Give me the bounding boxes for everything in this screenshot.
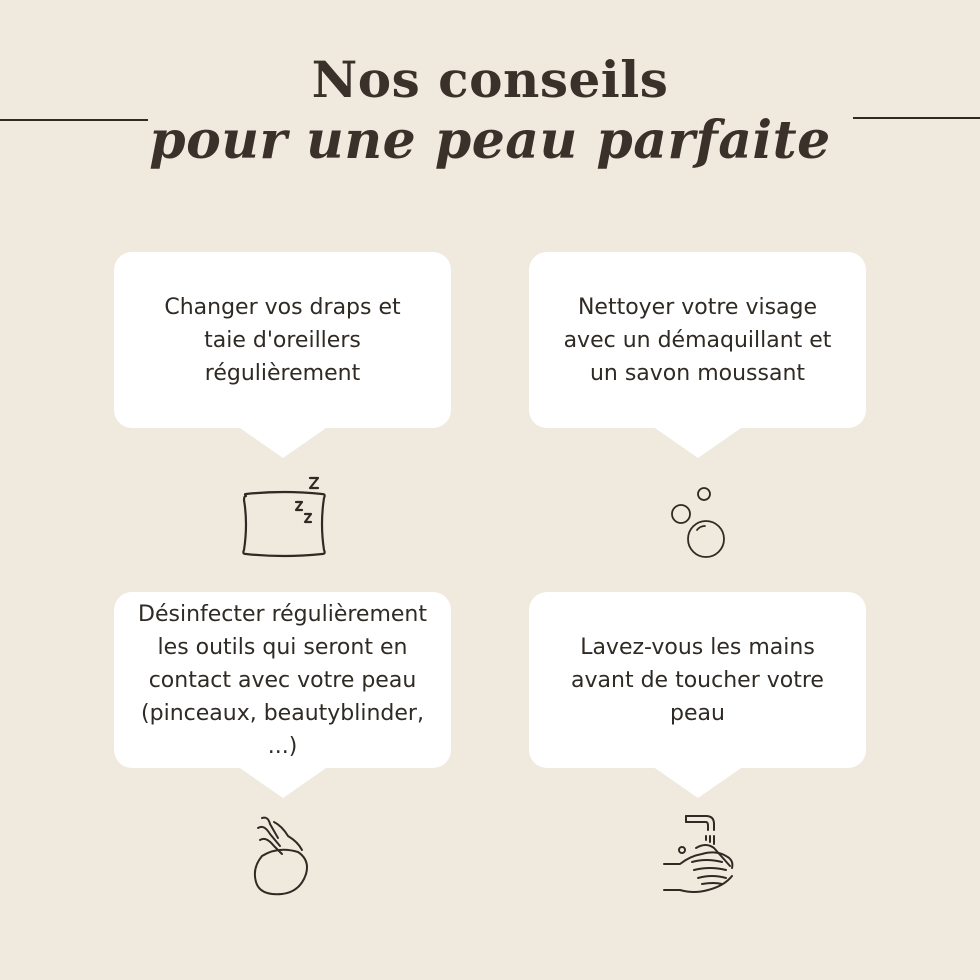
page-title: Nos conseils bbox=[311, 50, 669, 109]
tip-text: Lavez-vous les mains avant de toucher votre peau bbox=[571, 634, 824, 726]
page-subtitle: pour une peau parfaite bbox=[149, 110, 831, 171]
tip-card-wash-hands bbox=[529, 592, 866, 768]
hand-sponge-icon bbox=[248, 812, 318, 898]
tip-card-sheets bbox=[114, 252, 451, 428]
tip-text: Changer vos draps et taie d'oreillers régulièrement bbox=[164, 294, 401, 386]
tip-text: Nettoyer votre visage avec un démaquillant et un savon moussant bbox=[563, 294, 832, 386]
tip-card-disinfect bbox=[114, 592, 451, 768]
tip-card-cleanse bbox=[529, 252, 866, 428]
tip-text: Désinfecter régulièrement les outils qui seront en contact avec votre peau (pinceaux, beautyblinder, ...) bbox=[138, 601, 427, 759]
bubbles-icon bbox=[664, 482, 734, 562]
pillow-sleep-icon bbox=[236, 470, 336, 560]
hand-washing-icon bbox=[660, 812, 740, 898]
